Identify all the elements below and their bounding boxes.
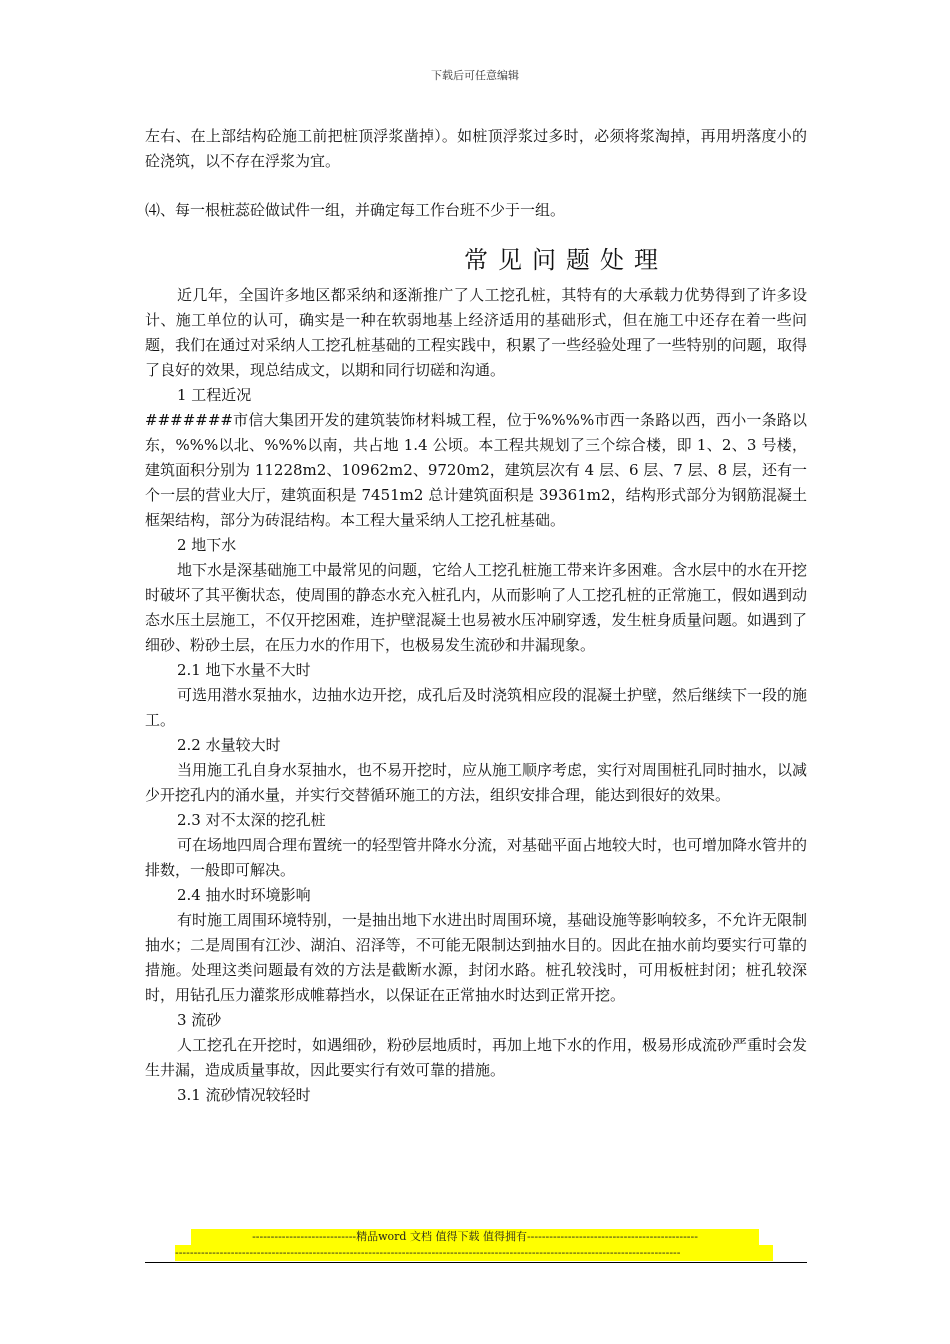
- heading-2-1: 2.1 地下水量不大时: [177, 661, 311, 679]
- paragraph-2-4: 有时施工周围环境特别，一是抽出地下水进出时周围环境，基础设施等影响较多，不允许无限制抽水；二是周围有江沙、湖泊、沼泽等，不可能无限制达到抽水目的。因此在抽水前均要实行可靠的措施。处理这类问题最有效的方法是截断水源，封闭水路。桩孔较浅时，可用板桩封闭；桩孔较深时，用钻孔压力灌浆形成帷幕挡水，以保证在正常抽水时达到正常开挖。: [145, 911, 808, 1004]
- paragraph-continuation: 左右、在上部结构砼施工前把桩顶浮浆凿掉）。如桩顶浮浆过多时，必须将浆淘掉，再用坍落度小的砼浇筑，以不存在浮浆为宜。: [145, 127, 807, 170]
- footer-line-2: ----------------------------------------------------------------------------------------------------------------------------------------: [175, 1245, 773, 1261]
- heading-2: 2 地下水: [177, 536, 237, 554]
- paragraph-2-3: 可在场地四周合理布置统一的轻型管井降水分流，对基础平面占地较大时，也可增加降水管井的排数，一般即可解决。: [145, 836, 808, 879]
- heading-2-4: 2.4 抽水时环境影响: [177, 886, 311, 904]
- section-title: 常见问题处理: [464, 246, 668, 274]
- paragraph-3: 人工挖孔在开挖时，如遇细砂，粉砂层地质时，再加上地下水的作用，极易形成流砂严重时会发生井漏，造成质量事故，因此要实行有效可靠的措施。: [145, 1036, 808, 1079]
- heading-3: 3 流砂: [177, 1011, 222, 1029]
- footer-divider: [145, 1262, 807, 1263]
- heading-2-3: 2.3 对不太深的挖孔桩: [177, 811, 326, 829]
- paragraph-project: #######市信大集团开发的建筑装饰材料城工程，位于%%%%市西一条路以西，西小一条路以东，%%%以北、%%%以南，共占地 1.4 公顷。本工程共规划了三个综合楼，即 1、2、3 号楼，建筑面积分别为 11228m2、10962m2、9720m2，建筑层次有 4 层、6 层、7 层、8 层，还有一个一层的营业大厅，建筑面积是 7451m2 总计建筑面积是 39361m2，结构形式部分为钢筋混凝土框架结构，部分为砖混结构。本工程大量采纳人工挖孔桩基础。: [145, 411, 807, 529]
- document-body: [145, 124, 807, 1108]
- paragraph-item-4: ⑷、每一根桩蕊砼做试件一组，并确定每工作台班不少于一组。: [145, 201, 566, 219]
- paragraph-2-2: 当用施工孔自身水泵抽水，也不易开挖时，应从施工顺序考虑，实行对周围桩孔同时抽水，以减少开挖孔内的涌水量，并实行交替循环施工的方法，组织安排合理，能达到很好的效果。: [145, 761, 808, 804]
- heading-1: 1 工程近况: [177, 386, 252, 404]
- footer-banner: [175, 1229, 773, 1261]
- footer-line-1: ----------------------------精品word 文档 值得下载 值得拥有----------------------------------------------: [191, 1229, 759, 1245]
- paragraph-groundwater: 地下水是深基础施工中最常见的问题，它给人工挖孔桩施工带来许多困难。含水层中的水在开挖时破坏了其平衡状态，使周围的静态水充入桩孔内，从而影响了人工挖孔桩的正常施工，假如遇到动态水压土层施工，不仅开挖困难，连护壁混凝土也易被水压冲刷穿透，发生桩身质量问题。如遇到了细砂、粉砂土层，在压力水的作用下，也极易发生流砂和井漏现象。: [145, 561, 808, 654]
- header-note: 下载后可任意编辑: [431, 69, 519, 82]
- heading-3-1: 3.1 流砂情况较轻时: [177, 1086, 311, 1104]
- paragraph-intro: 近几年，全国许多地区都采纳和逐渐推广了人工挖孔桩，其特有的大承载力优势得到了许多设计、施工单位的认可，确实是一种在软弱地基上经济适用的基础形式，但在施工中还存在着一些问题，我们在通过对采纳人工挖孔桩基础的工程实践中，积累了一些经验处理了一些特别的问题，取得了良好的效果，现总结成文，以期和同行切磋和沟通。: [145, 286, 807, 379]
- paragraph-2-1: 可选用潜水泵抽水，边抽水边开挖，成孔后及时浇筑相应段的混凝土护壁，然后继续下一段的施工。: [145, 686, 808, 729]
- heading-2-2: 2.2 水量较大时: [177, 736, 281, 754]
